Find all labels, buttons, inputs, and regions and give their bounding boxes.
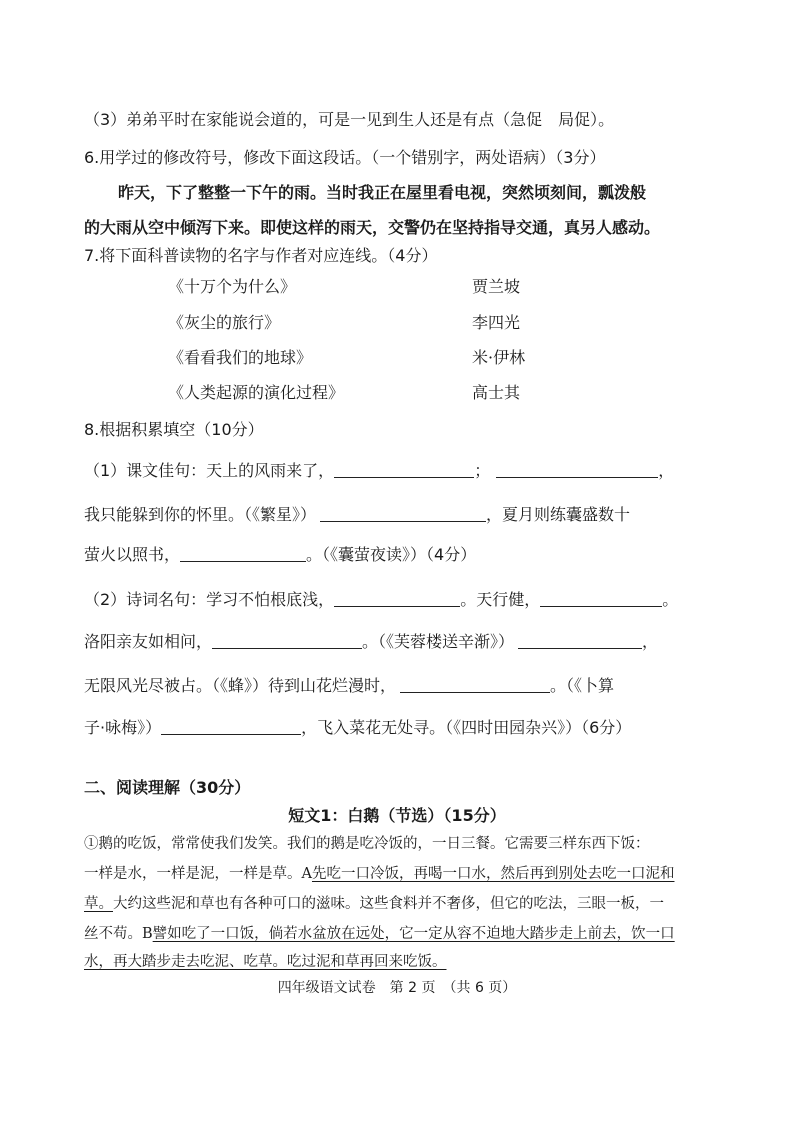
text-segment: 大约这些泥和草也有各种可口的滋味。这些食料并不奢侈，但它的吃法，三眼一板，一 [113, 896, 664, 912]
answer-blank[interactable] [496, 461, 658, 478]
q8-part2-line3 [84, 676, 614, 696]
answer-blank[interactable] [320, 505, 486, 522]
punct: ， [658, 461, 675, 480]
underlined-sentence-a-end: 草。 [84, 896, 113, 912]
page-footer: 四年级语文试卷 第 2 页 （共 6 页） [277, 980, 517, 996]
text-segment: ，夏月则练囊盛数十 [486, 505, 631, 524]
text-segment: 。（《芙蓉楼送辛渐》） [362, 632, 515, 651]
q6-title: 6.用学过的修改符号，修改下面这段话。（一个错别字，两处语病）（3分） [84, 148, 606, 167]
q7-book-2[interactable]: 《灰尘的旅行》 [168, 313, 281, 332]
answer-blank[interactable] [180, 545, 306, 562]
text-segment: 子·咏梅》） [84, 718, 162, 737]
q8-part2-line4 [84, 718, 631, 738]
text-segment: 。天行健， [460, 590, 541, 609]
underlined-sentence-b-end: 水，再大踏步走去吃泥、吃草。吃过泥和草再回来吃饭。 [84, 954, 447, 970]
answer-blank[interactable] [161, 718, 301, 735]
q7-author-4[interactable]: 高士其 [472, 383, 521, 402]
q8-part1-line2 [84, 505, 630, 525]
text-segment: （2）诗词名句：学习不怕根底浅， [84, 590, 335, 609]
answer-blank[interactable] [334, 461, 474, 478]
passage-line-3 [84, 894, 664, 914]
q8-part2-line1 [84, 590, 678, 610]
answer-blank[interactable] [400, 676, 550, 693]
q6-paragraph-line-2: 的大雨从空中倾泻下来。即使这样的雨天，交警仍在坚持指导交通，真另人感动。 [84, 218, 661, 237]
punct: 。 [662, 590, 679, 609]
text-segment: 。（《囊萤夜读》）（4分） [306, 545, 477, 564]
section-2-title: 二、阅读理解（30分） [84, 778, 251, 797]
q8-part2-line2 [84, 632, 658, 652]
q8-title: 8.根据积累填空（10分） [84, 420, 264, 439]
q8-p1-prompt: （1）课文佳句：天上的风雨来了， [84, 461, 335, 480]
text-segment: 无限风光尽被占。（《蜂》）待到山花烂漫时， [84, 676, 397, 695]
text-segment: 洛阳亲友如相问， [84, 632, 213, 651]
answer-blank[interactable] [212, 632, 362, 649]
underlined-sentence-b: 譬如吃了一口饭，倘若水盆放在远处，它一定从容不迫地大踏步走上前去，饮一口 [152, 926, 675, 942]
passage-line-2 [84, 864, 674, 884]
text-segment: 一样是水，一样是泥，一样是草。A [84, 866, 312, 882]
answer-blank[interactable] [540, 590, 662, 607]
q7-author-3[interactable]: 米·伊林 [472, 348, 526, 367]
passage-line-4 [84, 924, 675, 944]
q6-paragraph-line-1: 昨天，下了整整一下午的雨。当时我正在屋里看电视，突然顷刻间，瓢泼般 [118, 183, 647, 202]
passage-title: 短文1：白鹅（节选）（15分） [288, 806, 506, 825]
passage-line-1: ①鹅的吃饭，常常使我们发笑。我们的鹅是吃冷饭的，一日三餐。它需要三样东西下饭： [84, 836, 650, 852]
q7-author-2[interactable]: 李四光 [472, 313, 521, 332]
text-segment: 。（《卜算 [550, 676, 615, 695]
q7-author-1[interactable]: 贾兰坡 [472, 277, 521, 296]
answer-blank[interactable] [334, 590, 460, 607]
text-segment: ，飞入菜花无处寻。（《四时田园杂兴》）（6分） [301, 718, 632, 737]
q8-part1-line3 [84, 545, 476, 565]
punct: ， [642, 632, 659, 651]
q7-book-1[interactable]: 《十万个为什么》 [168, 277, 297, 296]
punct: ； [474, 461, 491, 480]
q7-book-4[interactable]: 《人类起源的演化过程》 [168, 383, 345, 402]
underlined-sentence-a: 先吃一口冷饭，再喝一口水，然后再到别处去吃一口泥和 [311, 866, 675, 882]
q8-part1-line1 [84, 461, 674, 481]
q5-item-3: （3）弟弟平时在家能说会道的，可是一见到生人还是有点（急促 局促）。 [84, 110, 615, 129]
passage-line-5 [84, 952, 447, 972]
q7-book-3[interactable]: 《看看我们的地球》 [168, 348, 313, 367]
answer-blank[interactable] [518, 632, 642, 649]
q7-title: 7.将下面科普读物的名字与作者对应连线。（4分） [84, 246, 438, 265]
text-segment: 萤火以照书， [84, 545, 181, 564]
text-segment: 丝不苟。B [84, 926, 153, 942]
text-segment: 我只能躲到你的怀里。（《繁星》） [84, 505, 317, 524]
